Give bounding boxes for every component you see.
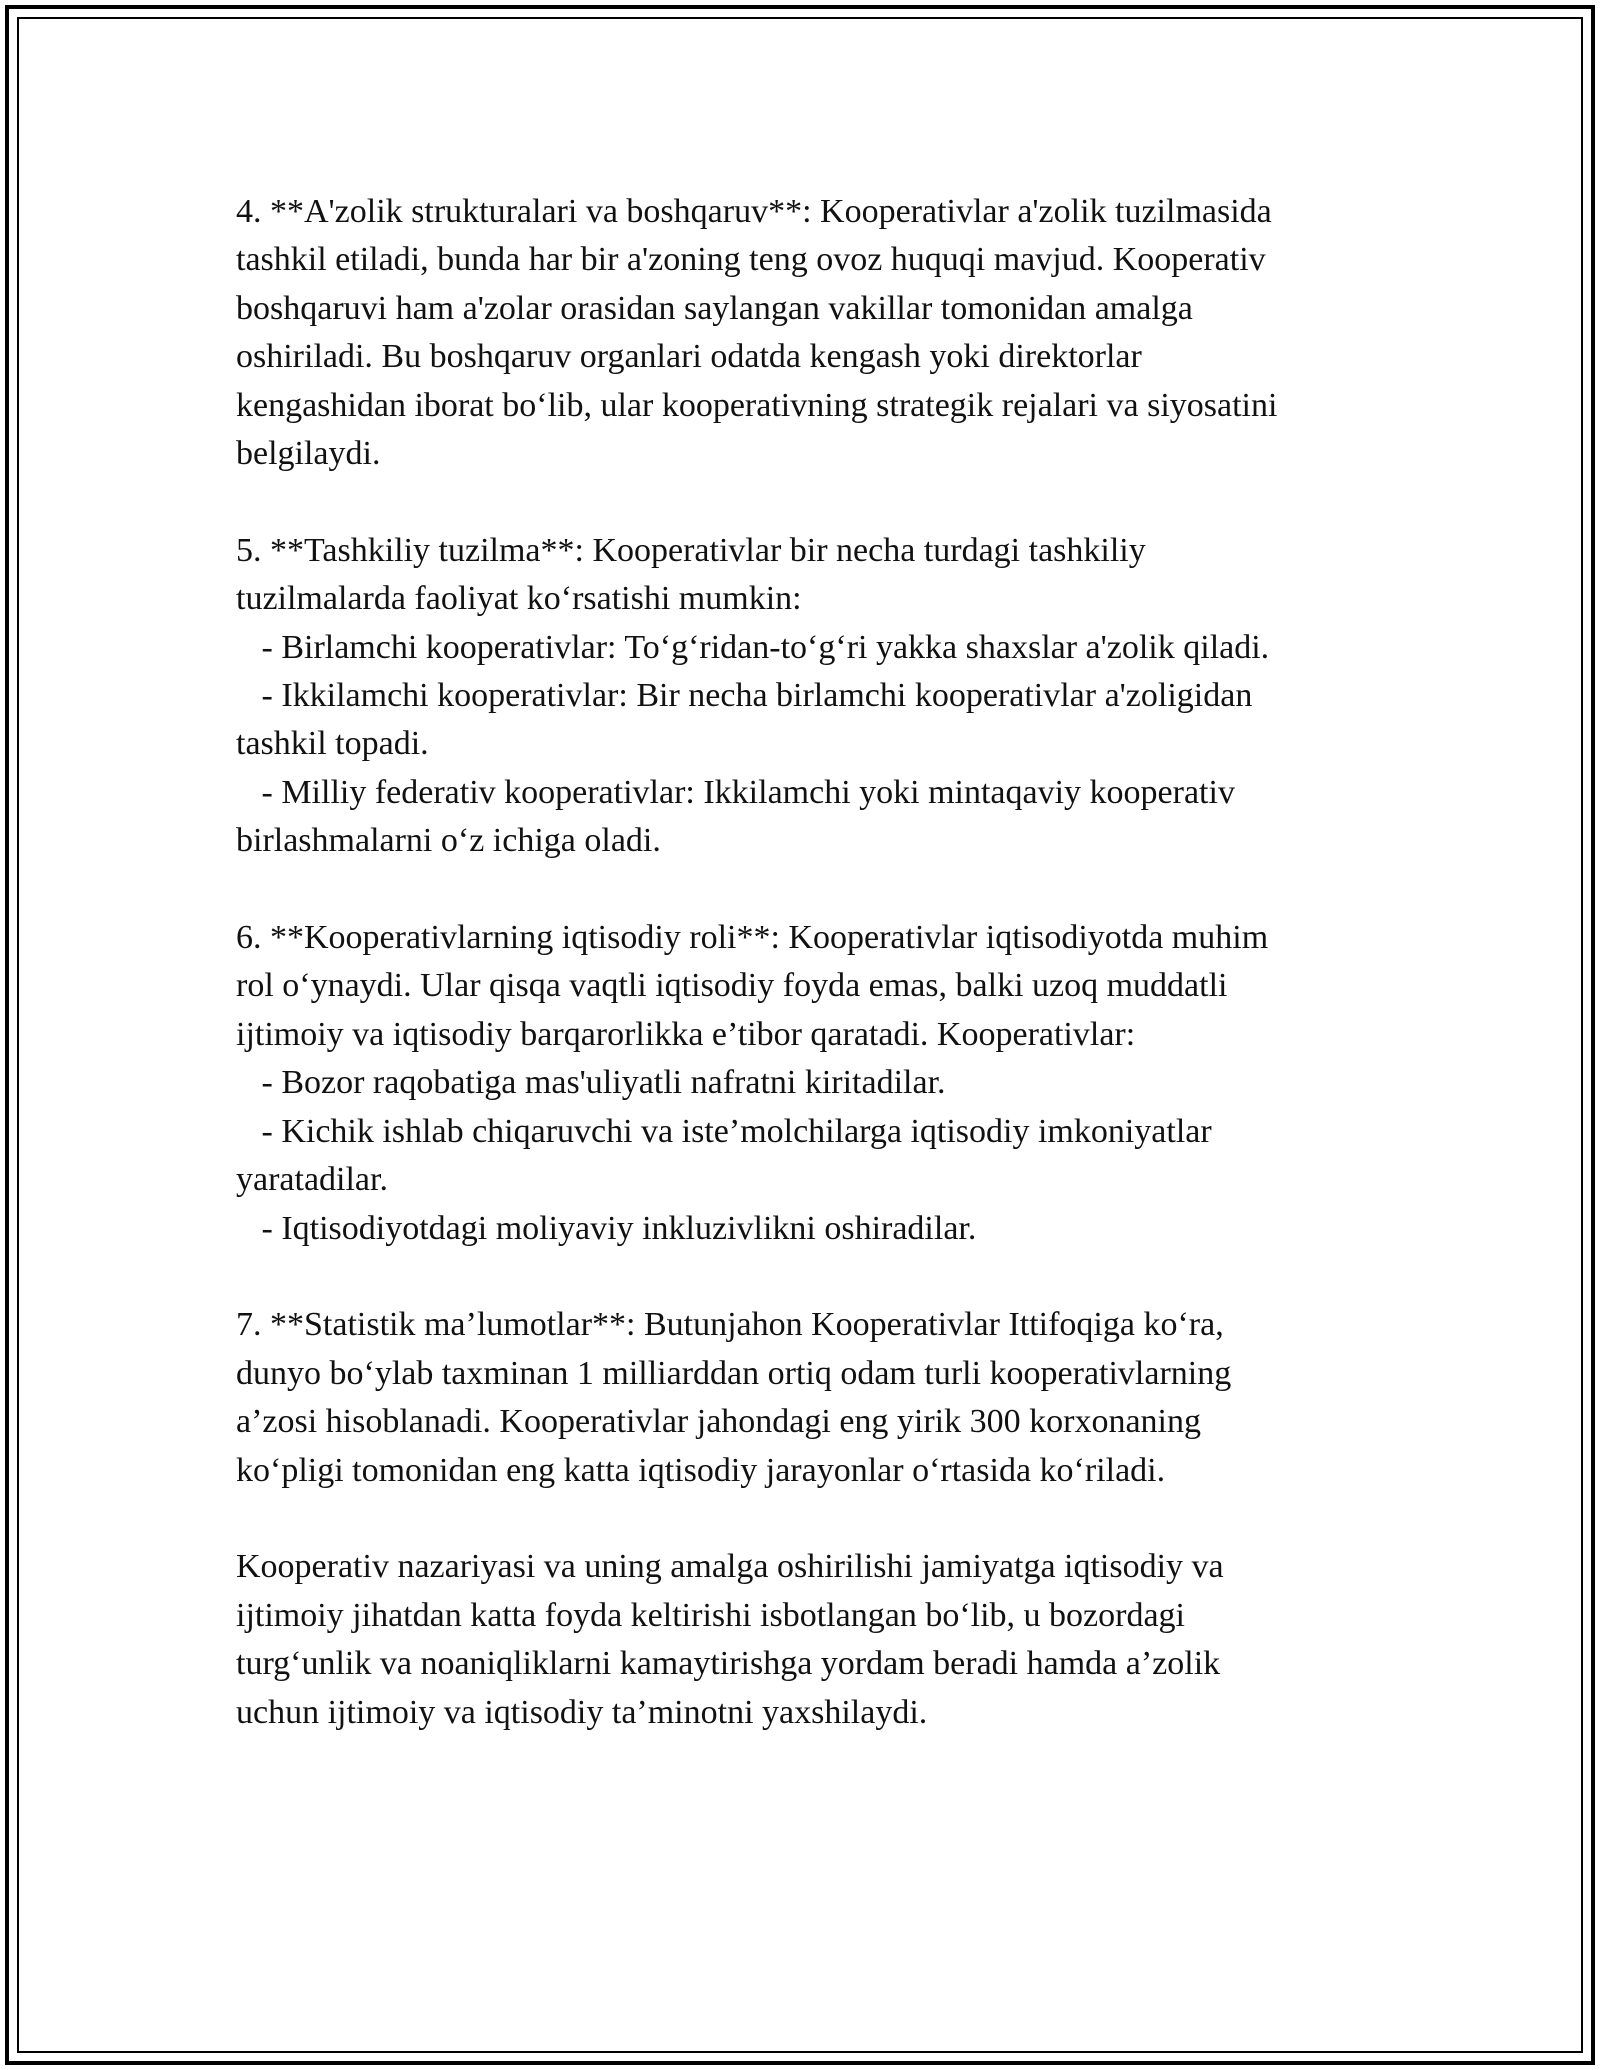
paragraph-tashkiliy-tuzilma: 5. **Tashkiliy tuzilma**: Kooperativlar bir necha turdagi tashkiliy tuzilmalarda faoliyat ko‘rsatishi mumkin: - Birlamchi kooperativlar: To‘g‘ridan-to‘g‘ri yakka shaxslar a'zolik qiladi. - Ikkilamchi kooperativlar: Bir necha birlamchi kooperativlar a'zoligidan tashkil topadi. - Milliy federativ kooperativlar: Ikkilamchi yoki mintaqaviy kooperativ birlashmalarni o‘z ichiga oladi. <box>236 531 1270 860</box>
paragraph-azolik-strukturalari: 4. **A'zolik strukturalari va boshqaruv**: Kooperativlar a'zolik tuzilmasida tashkil etiladi, bunda har bir a'zoning teng ovoz huquqi mavjud. Kooperativ boshqaruvi ham a'zolar orasidan saylangan vakillar tomonidan amalga oshiriladi. Bu boshqaruv organlari odatda kengash yoki direktorlar kengashidan iborat bo‘lib, ular kooperativning strategik rejalari va siyosatini belgilaydi. <box>236 193 1278 473</box>
paragraph-conclusion: Kooperativ nazariyasi va uning amalga oshirilishi jamiyatga iqtisodiy va ijtimoiy jihatdan katta foyda keltirishi isbotlangan bo‘lib, u bozordagi turg‘unlik va noaniqliklarni kamaytirishga yordam beradi hamda a’zolik uchun ijtimoiy va iqtisodiy ta’minotni yaxshilaydi. <box>236 1548 1224 1731</box>
paragraph-iqtisodiy-roli: 6. **Kooperativlarning iqtisodiy roli**: Kooperativlar iqtisodiyotda muhim rol o‘ynaydi. Ular qisqa vaqtli iqtisodiy foyda emas, balki uzoq muddatli ijtimoiy va iqtisodiy barqarorlikka e’tibor qaratadi. Kooperativlar: - Bozor raqobatiga mas'uliyatli nafratni kiritadilar. - Kichik ishlab chiqaruvchi va iste’molchilarga iqtisodiy imkoniyatlar yaratadilar. - Iqtisodiyotdagi moliyaviy inkluzivlikni oshiradilar. <box>236 919 1269 1247</box>
paragraph-statistik-malumotlar: 7. **Statistik ma’lumotlar**: Butunjahon Kooperativlar Ittifoqiga ko‘ra, dunyo bo‘ylab taxminan 1 milliarddan ortiq odam turli kooperativlarning a’zosi hisoblanadi. Kooperativlar jahondagi eng yirik 300 korxonaning ko‘pligi tomonidan eng katta iqtisodiy jarayonlar o‘rtasida ko‘riladi. <box>236 1306 1232 1489</box>
document-body <box>236 188 1426 1785</box>
